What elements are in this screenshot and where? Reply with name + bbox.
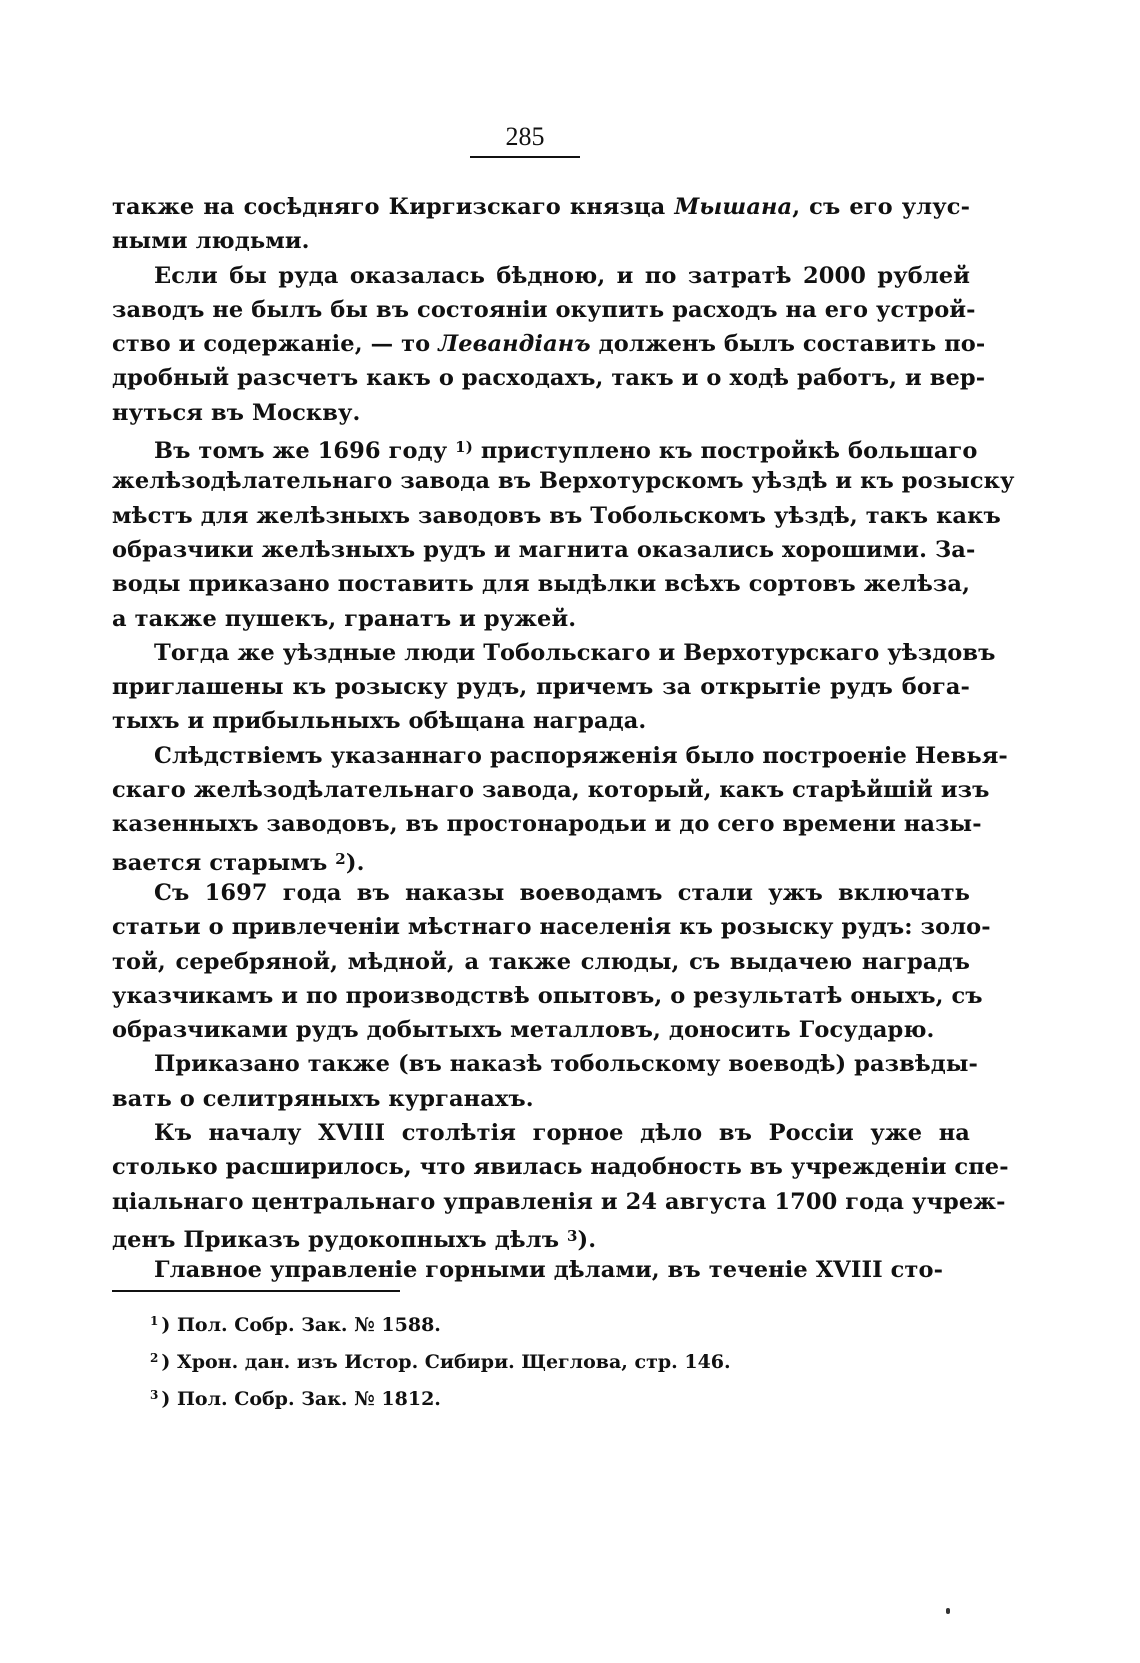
text-line [112, 327, 986, 361]
footnote-text: ) Пол. Собр. Зак. № 1812. [161, 1388, 441, 1410]
footnote-mark: 2 [150, 1351, 159, 1365]
paragraph [112, 259, 986, 430]
footnotes [150, 1305, 950, 1416]
text-line [112, 670, 970, 704]
text-line [112, 1150, 1009, 1184]
line-text: Слѣдствіемъ указаннаго распоряженія было построеніе Невья- [154, 742, 1008, 769]
scan-speck-mark [946, 1608, 950, 1614]
footnote-divider [112, 1290, 400, 1292]
text-line [112, 1219, 970, 1253]
line-text: ціальнаго центральнаго управленія и 24 августа 1700 года учреж- [112, 1188, 1006, 1215]
text-line [112, 567, 970, 601]
line-text: вать о селитряныхъ курганахъ. [112, 1085, 534, 1112]
line-text: указчикамъ и по производствѣ опытовъ, о результатѣ оныхъ, съ [112, 982, 983, 1009]
line-text: скаго желѣзодѣлательнаго завода, который, какъ старѣйшій изъ [112, 777, 990, 804]
paragraph [112, 1116, 1009, 1253]
text-line [112, 293, 976, 327]
line-text: заводъ не былъ бы въ состояніи окупить расходъ на его устрой- [112, 296, 976, 323]
line-text-tail: ). [345, 849, 365, 876]
paragraph [112, 739, 1008, 876]
line-text: приглашены къ розыску рудъ, причемъ за открытіе рудъ бога- [112, 674, 970, 701]
italic-name: Левандіанъ [438, 331, 591, 358]
paragraph [112, 430, 1015, 636]
text-line [112, 224, 970, 258]
paragraph [112, 1253, 970, 1287]
line-text-tail: , съ его улус- [792, 194, 971, 220]
line-text: ными людьми. [112, 228, 310, 255]
text-line [112, 190, 970, 224]
text-line [112, 979, 983, 1013]
line-text: образчиками рудъ добытыхъ металловъ, доносить Государю. [112, 1017, 935, 1044]
text-line [112, 499, 1001, 533]
line-text: Съ 1697 года въ наказы воеводамъ стали ужъ включать [154, 879, 970, 906]
text-line [112, 1047, 978, 1081]
line-text: тыхъ и прибыльныхъ обѣщана награда. [112, 708, 647, 735]
line-text-tail: долженъ былъ составить по- [590, 331, 986, 358]
line-text-tail: приступлено къ постройкѣ большаго [472, 438, 978, 465]
text-line [112, 430, 978, 465]
text-line [112, 1185, 1006, 1219]
line-text: Если бы руда оказалась бѣдною, и по затратѣ 2000 рублей [154, 262, 970, 289]
line-text: Главное управленіе горными дѣлами, въ теченіе XVIII сто- [154, 1257, 944, 1284]
text-line [112, 773, 990, 807]
text-line [112, 842, 970, 876]
text-line [112, 1253, 970, 1287]
line-text: желѣзодѣлательнаго завода въ Верхотурскомъ уѣздѣ и къ розыску [112, 468, 1015, 495]
text-line [112, 910, 991, 944]
line-text: столько расширилось, что явилась надобность въ учрежденіи спе- [112, 1154, 1009, 1181]
text-line [112, 533, 976, 567]
line-text: образчики желѣзныхъ рудъ и магнита оказались хорошими. За- [112, 536, 976, 563]
text-line [112, 636, 996, 670]
line-text-tail: ). [577, 1226, 597, 1253]
line-text: Къ началу XVIII столѣтія горное дѣло въ Россіи уже на [154, 1120, 970, 1147]
italic-name: Мышана [674, 194, 793, 220]
line-text: Въ томъ же 1696 году [154, 438, 456, 465]
line-text: а также пушекъ, гранатъ и ружей. [112, 605, 577, 632]
text-line [112, 361, 986, 395]
line-text: денъ Приказъ рудокопныхъ дѣлъ [112, 1226, 567, 1253]
footnote-reference: 3 [567, 1226, 578, 1245]
line-text: нуться въ Москву. [112, 399, 361, 426]
line-text: мѣстъ для желѣзныхъ заводовъ въ Тобольскомъ уѣздѣ, такъ какъ [112, 502, 1001, 529]
body-text [112, 190, 1015, 1288]
footnote-text: ) Пол. Собр. Зак. № 1588. [161, 1314, 441, 1336]
line-text: той, серебряной, мѣдной, а также слюды, съ выдачею наградъ [112, 948, 970, 975]
text-line [112, 464, 1015, 498]
line-text: ство и содержаніе, — то [112, 331, 439, 358]
text-line [112, 396, 970, 430]
text-line [112, 1116, 970, 1150]
footnote-reference: 1) [455, 438, 473, 457]
text-line [112, 807, 982, 841]
text-line [112, 945, 970, 979]
paragraph [112, 190, 970, 259]
footnote-mark: 3 [150, 1388, 159, 1402]
text-line [112, 704, 970, 738]
line-text: Приказано также (въ наказѣ тобольскому воеводѣ) развѣды- [154, 1051, 978, 1078]
footnote-mark: 1 [150, 1314, 159, 1328]
page-number: 285 [470, 122, 580, 158]
footnote [150, 1305, 950, 1342]
line-text: также на сосѣдняго Киргизскаго князца [112, 194, 675, 220]
line-text: вается старымъ [112, 849, 336, 876]
line-text: казенныхъ заводовъ, въ простонародьи и до сего времени назы- [112, 811, 982, 838]
line-text: дробный разсчетъ какъ о расходахъ, такъ и о ходѣ работъ, и вер- [112, 365, 986, 392]
text-line [112, 1082, 970, 1116]
footnote-reference: 2 [335, 849, 346, 868]
footnote [150, 1342, 950, 1379]
text-line [112, 259, 970, 293]
text-line [112, 876, 970, 910]
footnote [150, 1379, 950, 1416]
paragraph [112, 636, 996, 739]
paragraph [112, 876, 991, 1047]
text-line [112, 1013, 970, 1047]
line-text: статьи о привлеченіи мѣстнаго населенія къ розыску рудъ: золо- [112, 914, 991, 941]
text-line [112, 739, 1008, 773]
line-text: Тогда же уѣздные люди Тобольскаго и Верхотурскаго уѣздовъ [154, 639, 996, 666]
line-text: воды приказано поставить для выдѣлки всѣхъ сортовъ желѣза, [112, 571, 970, 598]
footnote-text: ) Хрон. дан. изъ Истор. Сибири. Щеглова, стр. 146. [161, 1351, 731, 1373]
text-line [112, 602, 970, 636]
paragraph [112, 1047, 978, 1116]
